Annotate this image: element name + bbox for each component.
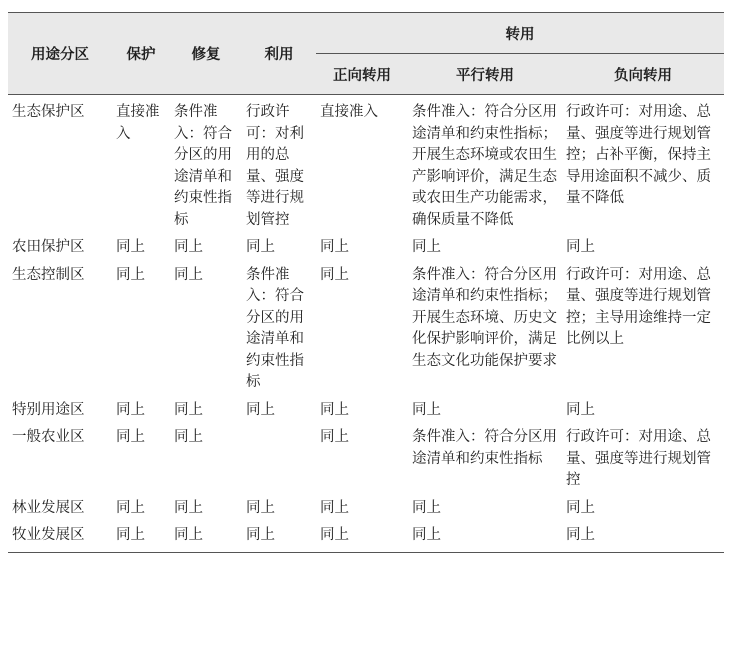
cell-protect: 同上 [116, 401, 145, 418]
header-parallel: 平行转用 [408, 54, 562, 95]
cell-use [242, 423, 316, 494]
cell-forward: 同上 [320, 239, 349, 255]
cell-negative: 同上 [566, 239, 595, 255]
cell-negative: 同上 [566, 499, 595, 516]
cell-parallel: 同上 [412, 499, 441, 516]
land-use-control-table [8, 12, 724, 553]
header-zone: 用途分区 [8, 13, 112, 95]
header-forward: 正向转用 [316, 54, 408, 95]
cell-repair: 同上 [174, 527, 203, 543]
cell-use: 行政许可：对利用的总量、强度等进行规划管控 [246, 104, 304, 228]
cell-negative: 同上 [566, 527, 595, 543]
table-row [8, 521, 724, 552]
cell-parallel: 条件准入：符合分区用途清单和约束性指标 [412, 429, 557, 467]
cell-repair: 同上 [174, 239, 203, 255]
cell-zone: 特别用途区 [12, 401, 85, 418]
cell-parallel: 条件准入：符合分区用途清单和约束性指标；开展生态环境、历史文化保护影响评价，满足生态文化功能保护要求 [412, 266, 557, 369]
cell-repair: 同上 [174, 499, 203, 516]
cell-parallel: 条件准入：符合分区用途清单和约束性指标；开展生态环境或农田生产影响评价，满足生态或农田生产功能需求，确保质量不降低 [412, 104, 557, 228]
table-row [8, 261, 724, 396]
cell-forward: 同上 [320, 266, 349, 283]
cell-parallel: 同上 [412, 239, 441, 255]
cell-zone: 牧业发展区 [12, 527, 85, 543]
cell-use: 同上 [246, 527, 275, 543]
cell-zone: 一般农业区 [12, 429, 85, 445]
cell-use: 同上 [246, 401, 275, 418]
cell-zone: 生态控制区 [12, 266, 85, 283]
cell-repair: 条件准入：符合分区的用途清单和约束性指标 [174, 104, 232, 228]
table-row [8, 95, 724, 234]
cell-protect: 同上 [116, 527, 145, 543]
table-row [8, 396, 724, 424]
cell-protect: 同上 [116, 429, 145, 445]
cell-forward: 同上 [320, 401, 349, 418]
cell-parallel: 同上 [412, 401, 441, 418]
table-row [8, 423, 724, 494]
cell-zone: 林业发展区 [12, 499, 85, 516]
cell-zone: 农田保护区 [12, 239, 85, 255]
cell-repair: 同上 [174, 401, 203, 418]
cell-protect: 同上 [116, 239, 145, 255]
table-body [8, 95, 724, 553]
cell-zone: 生态保护区 [12, 104, 85, 120]
cell-negative: 行政许可：对用途、总量、强度等进行规划管控；主导用途维持一定比例以上 [566, 266, 711, 347]
header-repair: 修复 [170, 13, 242, 95]
header-negative: 负向转用 [562, 54, 724, 95]
cell-repair: 同上 [174, 429, 203, 445]
cell-use: 同上 [246, 239, 275, 255]
cell-use: 条件准入：符合分区的用途清单和约束性指标 [246, 266, 304, 390]
cell-repair: 同上 [174, 266, 203, 283]
cell-parallel: 同上 [412, 527, 441, 543]
cell-negative: 行政许可：对用途、总量、强度等进行规划管控 [566, 429, 711, 488]
cell-protect: 直接准入 [116, 104, 160, 142]
table-header [8, 13, 724, 95]
header-convert: 转用 [316, 13, 724, 54]
cell-forward: 同上 [320, 499, 349, 516]
cell-use: 同上 [246, 499, 275, 516]
cell-forward: 同上 [320, 429, 349, 445]
cell-forward: 同上 [320, 527, 349, 543]
cell-negative: 行政许可：对用途、总量、强度等进行规划管控；占补平衡，保持主导用途面积不减少、质量不降低 [566, 104, 711, 206]
table-row [8, 233, 724, 261]
header-protect: 保护 [112, 13, 170, 95]
table-row [8, 494, 724, 522]
cell-protect: 同上 [116, 266, 145, 283]
header-use: 利用 [242, 13, 316, 95]
cell-forward: 直接准入 [320, 104, 378, 120]
cell-protect: 同上 [116, 499, 145, 516]
cell-negative: 同上 [566, 401, 595, 418]
